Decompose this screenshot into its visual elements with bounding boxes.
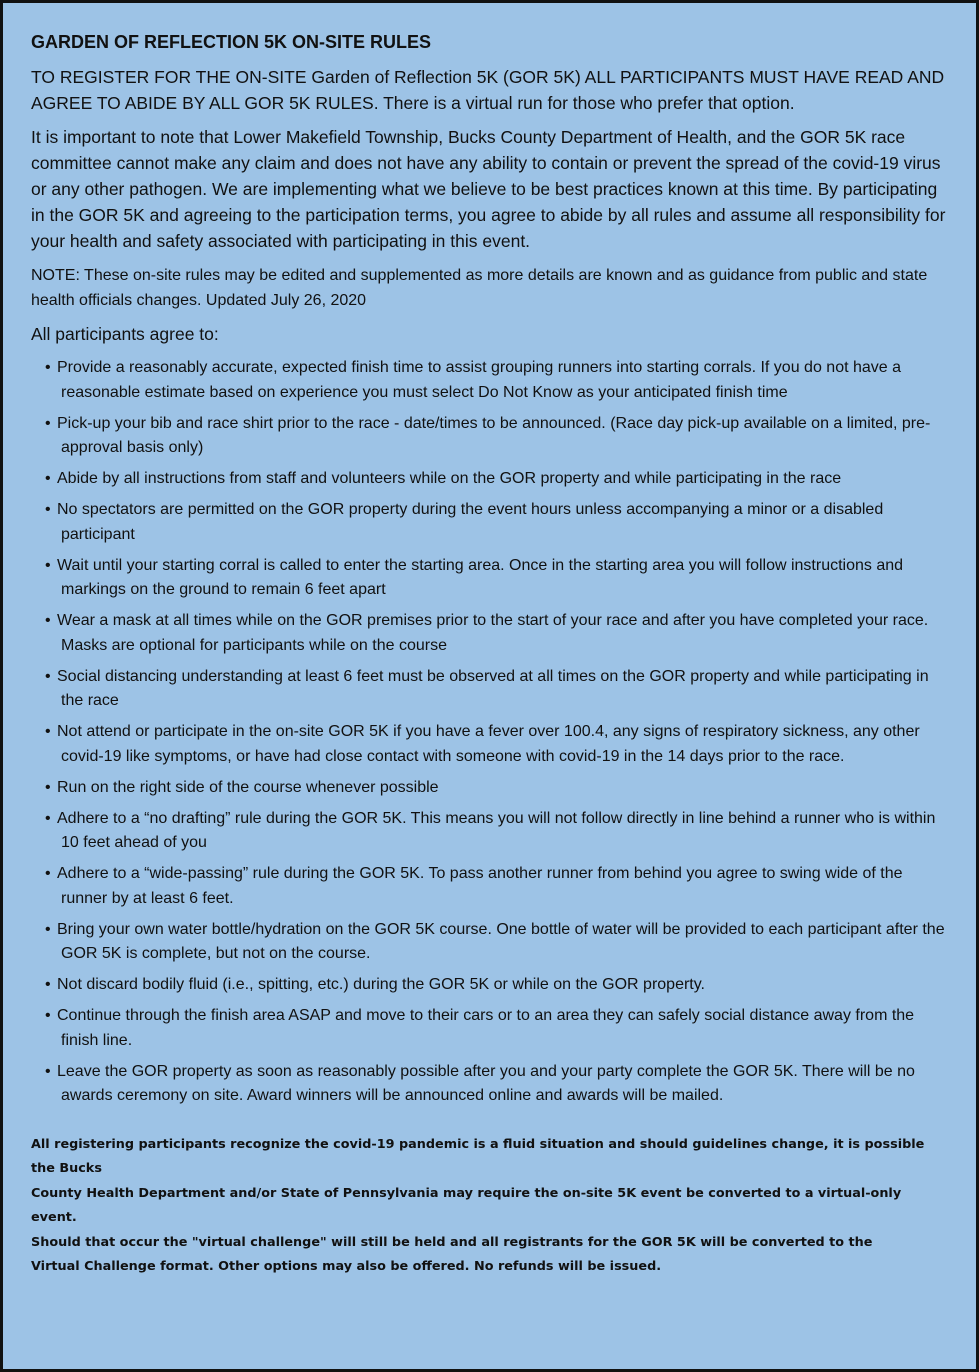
rule-item xyxy=(31,1004,946,1053)
rule-text: Run on the right side of the course whenever possible xyxy=(57,778,439,796)
bullet-icon: • xyxy=(45,470,51,487)
rule-text: Adhere to a “wide-passing” rule during the GOR 5K. To pass another runner from behind you agree to swing wide of the runner by at least 6 feet. xyxy=(57,865,903,907)
rule-text: Provide a reasonably accurate, expected finish time to assist grouping runners into starting corrals. If you do not have a reasonable estimate based on experience you must select Do Not Know as your anticipated finish time xyxy=(57,359,902,401)
rule-item xyxy=(31,554,946,603)
bullet-icon: • xyxy=(45,1007,51,1024)
agree-heading: All participants agree to: xyxy=(31,324,219,344)
rule-text: Bring your own water bottle/hydration on the GOR 5K course. One bottle of water will be provided to each participant after the GOR 5K is complete, but not on the course. xyxy=(57,920,945,962)
bullet-icon: • xyxy=(45,359,51,376)
rule-text: Leave the GOR property as soon as reasonably possible after you and your party complete the GOR 5K. There will be no awards ceremony on site. Award winners will be announced online and awards will be mailed. xyxy=(57,1062,915,1104)
rule-text: No spectators are permitted on the GOR property during the event hours unless accompanying a minor or a disabled participant xyxy=(57,501,884,543)
rule-text: Pick-up your bib and race shirt prior to the race - date/times to be announced. (Race day pick-up available on a limited, pre-approval basis only) xyxy=(57,414,931,456)
bullet-icon: • xyxy=(45,414,51,432)
rule-item xyxy=(31,412,946,461)
bullet-icon: • xyxy=(45,612,51,629)
footer-disclaimer xyxy=(31,1133,946,1280)
rule-item xyxy=(31,665,946,714)
bullet-icon: • xyxy=(45,723,51,740)
bullet-icon: • xyxy=(45,556,51,574)
rule-text: Not attend or participate in the on-site GOR 5K if you have a fever over 100.4, any signs of respiratory sickness, any other covid-19 like symptoms, or have had close contact with someone with covid-19 in the 14 days prior to the race. xyxy=(57,723,920,765)
rule-item xyxy=(31,973,946,998)
rules-list xyxy=(31,356,946,1109)
rule-text: Adhere to a “no drafting” rule during the GOR 5K. This means you will not follow directly in line behind a runner who is within 10 feet ahead of you xyxy=(57,809,936,851)
footer-line: County Health Department and/or State of Pennsylvania may require the on-site 5K event be converted to a virtual-only event. xyxy=(31,1185,902,1225)
bullet-icon: • xyxy=(45,501,51,518)
rule-item xyxy=(31,467,946,492)
footer-line: Virtual Challenge format. Other options may also be offered. No refunds will be issued. xyxy=(31,1259,662,1274)
bullet-icon: • xyxy=(45,778,51,796)
bullet-icon: • xyxy=(45,809,51,827)
rule-item xyxy=(31,356,946,405)
bullet-icon: • xyxy=(45,667,51,685)
rule-item xyxy=(31,498,946,547)
rule-text: Social distancing understanding at least 6 feet must be observed at all times on the GOR property and while participating in the race xyxy=(57,667,929,709)
footer-line: Should that occur the "virtual challenge" will still be held and all registrants for the GOR 5K will be converted to the xyxy=(31,1234,873,1250)
footer-line: All registering participants recognize the covid-19 pandemic is a fluid situation and should guidelines change, it is possible the Bucks xyxy=(31,1136,925,1176)
rule-text: Not discard bodily fluid (i.e., spitting, etc.) during the GOR 5K or while on the GOR property. xyxy=(57,976,705,993)
rule-item xyxy=(31,776,946,801)
rule-text: Continue through the finish area ASAP and move to their cars or to an area they can safely social distance away from the finish line. xyxy=(57,1007,915,1049)
rule-item xyxy=(31,862,946,911)
rule-item xyxy=(31,807,946,856)
bullet-icon: • xyxy=(45,976,51,993)
page-title: GARDEN OF REFLECTION 5K ON-SITE RULES xyxy=(31,32,432,52)
rule-item xyxy=(31,720,946,769)
bullet-icon: • xyxy=(45,1062,51,1080)
bullet-icon: • xyxy=(45,920,51,938)
rule-item xyxy=(31,609,946,658)
update-note: NOTE: These on-site rules may be edited and supplemented as more details are known and as guidance from public and state health officials changes. Updated July 26, 2020 xyxy=(31,267,928,309)
rule-item xyxy=(31,1060,946,1109)
rule-text: Wear a mask at all times while on the GOR premises prior to the start of your race and after you have completed your race. Masks are optional for participants while on the course xyxy=(57,612,929,654)
bullet-icon: • xyxy=(45,865,51,882)
rule-text: Abide by all instructions from staff and volunteers while on the GOR property and while participating in the race xyxy=(57,470,842,487)
rule-text: Wait until your starting corral is called to enter the starting area. Once in the starting area you will follow instructions and markings on the ground to remain 6 feet apart xyxy=(57,556,904,598)
intro-paragraph: TO REGISTER FOR THE ON-SITE Garden of Reflection 5K (GOR 5K) ALL PARTICIPANTS MUST HAVE READ AND AGREE TO ABIDE BY ALL GOR 5K RULES. There is a virtual run for those who prefer that option. xyxy=(31,67,945,113)
rule-item xyxy=(31,918,946,967)
disclaimer-paragraph: It is important to note that Lower Makefield Township, Bucks County Department of Health, and the GOR 5K race committee cannot make any claim and does not have any ability to contain or prevent the spread of the covid-19 virus or any other pathogen. We are implementing what we believe to be best practices known at this time. By participating in the GOR 5K and agreeing to the participation terms, you agree to abide by all rules and assume all responsibility for your health and safety associated with participating in this event. xyxy=(31,127,946,251)
